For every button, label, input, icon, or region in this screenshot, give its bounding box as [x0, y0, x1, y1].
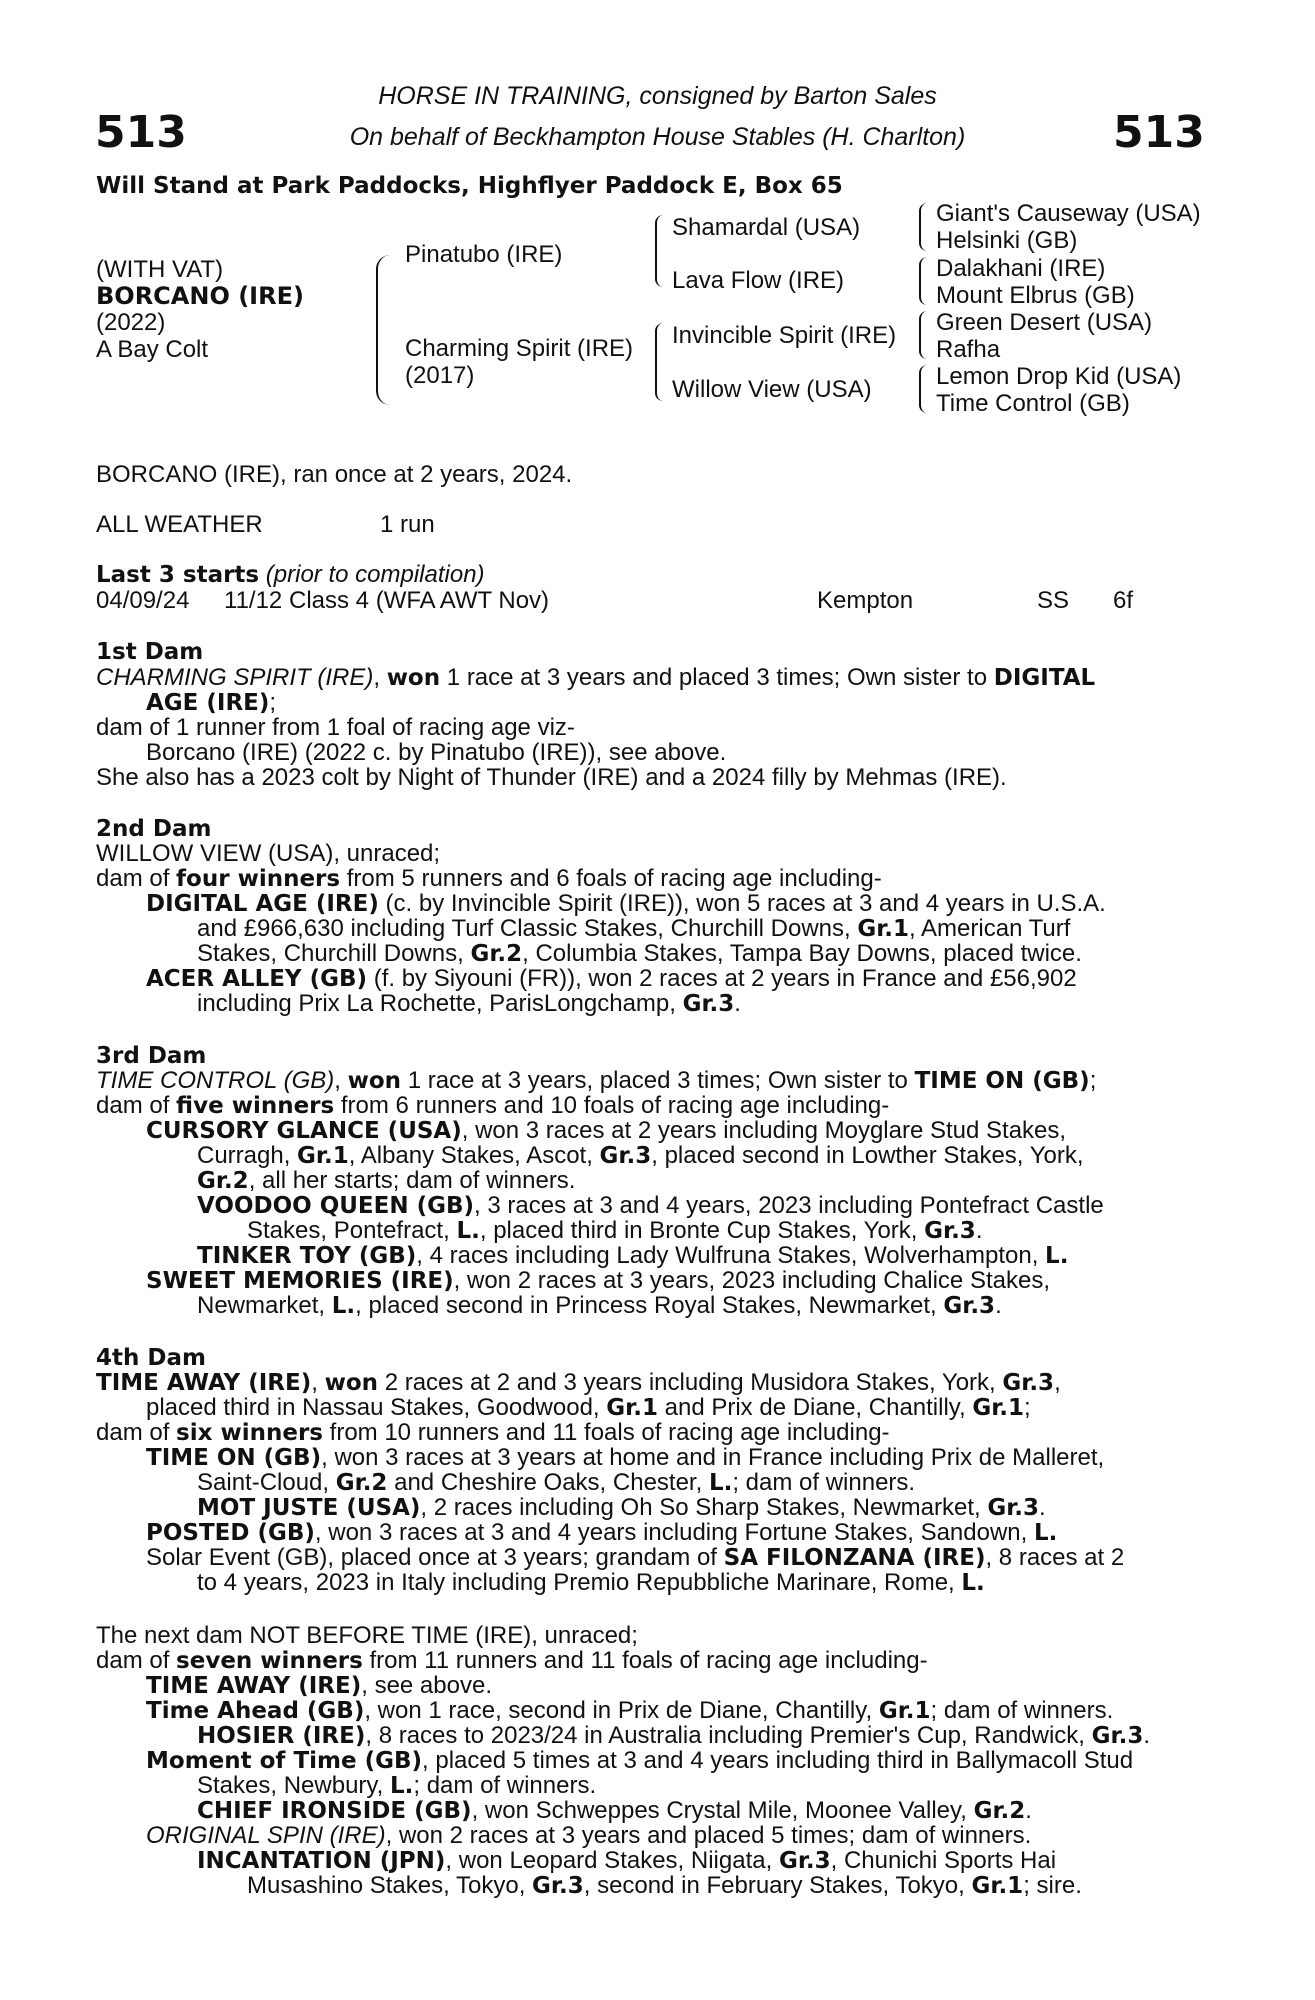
dam2-line3: DIGITAL AGE (IRE) (c. by Invincible Spirit (IRE)), won 5 races at 3 and 4 years in U.S.A. — [146, 890, 1106, 917]
dam4-line7: POSTED (GB), won 3 races at 3 and 4 years including Fortune Stakes, Sandown, L. — [146, 1519, 1058, 1546]
pedigree-dam: Charming Spirit (IRE) — [405, 335, 634, 362]
next-dam-line5: HOSIER (IRE), 8 races to 2023/24 in Australia including Premier's Cup, Randwick, Gr.3. — [197, 1722, 1151, 1749]
dam4-line4: TIME ON (GB), won 3 races at 3 years at home and in France including Prix de Malleret, — [146, 1444, 1105, 1471]
pedigree-g4: Mount Elbrus (GB) — [936, 282, 1135, 309]
next-dam-line9: ORIGINAL SPIN (IRE), won 2 races at 3 years and placed 5 times; dam of winners. — [146, 1822, 1032, 1849]
dam3-line1: TIME CONTROL (GB), won 1 race at 3 years, placed 3 times; Own sister to TIME ON (GB); — [96, 1067, 1097, 1094]
dam2-line5: Stakes, Churchill Downs, Gr.2, Columbia Stakes, Tampa Bay Downs, placed twice. — [197, 940, 1082, 967]
dam2-heading: 2nd Dam — [96, 816, 212, 842]
start-date: 04/09/24 — [96, 587, 190, 614]
dam3-heading: 3rd Dam — [96, 1043, 207, 1069]
dam4-line9: to 4 years, 2023 in Italy including Premio Repubbliche Marinare, Rome, L. — [197, 1569, 985, 1596]
pedigree-g3: Dalakhani (IRE) — [936, 255, 1106, 282]
dam4-line6: MOT JUSTE (USA), 2 races including Oh So Sharp Stakes, Newmarket, Gr.3. — [197, 1494, 1046, 1521]
start-course: Kempton — [817, 587, 914, 614]
pedigree-g7: Lemon Drop Kid (USA) — [936, 363, 1182, 390]
start-race: Class 4 (WFA AWT Nov) — [289, 587, 550, 614]
pedigree-brace-g12 — [919, 203, 929, 251]
dam1-line4: Borcano (IRE) (2022 c. by Pinatubo (IRE)), see above. — [146, 739, 727, 766]
dam4-line1: TIME AWAY (IRE), won 2 races at 2 and 3 years including Musidora Stakes, York, Gr.3, — [96, 1369, 1061, 1396]
pedigree-g8: Time Control (GB) — [936, 390, 1130, 417]
horse-name: BORCANO (IRE) — [96, 282, 304, 310]
start-distance: 6f — [1113, 587, 1134, 614]
horse-description: A Bay Colt — [96, 336, 209, 363]
pedigree-dam-dam: Willow View (USA) — [672, 376, 872, 403]
pedigree-dam-sire: Invincible Spirit (IRE) — [672, 322, 897, 349]
start-position: 11/12 — [224, 587, 283, 614]
lot-number-left: 513 — [95, 107, 187, 158]
dam4-line3: dam of six winners from 10 runners and 11 foals of racing age including- — [96, 1419, 890, 1446]
dam2-line1: WILLOW VIEW (USA), unraced; — [96, 840, 441, 867]
pedigree-g2: Helsinki (GB) — [936, 227, 1078, 254]
pedigree-brace-g34 — [919, 257, 929, 305]
dam1-line2: AGE (IRE); — [146, 689, 277, 716]
pedigree-dam-year: (2017) — [405, 362, 475, 389]
horse-year: (2022) — [96, 309, 166, 336]
dam3-line5: Gr.2, all her starts; dam of winners. — [197, 1167, 576, 1194]
pedigree-brace-dam — [655, 323, 665, 401]
vat-label: (WITH VAT) — [96, 256, 224, 283]
all-weather-value: 1 run — [380, 511, 435, 538]
pedigree-g1: Giant's Causeway (USA) — [936, 200, 1201, 227]
next-dam-line8: CHIEF IRONSIDE (GB), won Schweppes Crystal Mile, Moonee Valley, Gr.2. — [197, 1797, 1032, 1824]
pedigree-brace-main — [376, 255, 392, 405]
dam2-line7: including Prix La Rochette, ParisLongchamp, Gr.3. — [197, 990, 741, 1017]
pedigree-brace-g56 — [919, 311, 929, 359]
dam3-line6: VOODOO QUEEN (GB), 3 races at 3 and 4 years, 2023 including Pontefract Castle — [197, 1192, 1104, 1219]
pedigree-brace-g78 — [919, 365, 929, 413]
dam2-line4: and £966,630 including Turf Classic Stakes, Churchill Downs, Gr.1, American Turf — [197, 915, 1071, 942]
next-dam-line7: Stakes, Newbury, L.; dam of winners. — [197, 1772, 597, 1799]
all-weather-label: ALL WEATHER — [96, 511, 263, 538]
dam4-line5: Saint-Cloud, Gr.2 and Cheshire Oaks, Chester, L.; dam of winners. — [197, 1469, 916, 1496]
pedigree-g6: Rafha — [936, 336, 1001, 363]
dam4-line2: placed third in Nassau Stakes, Goodwood, Gr.1 and Prix de Diane, Chantilly, Gr.1; — [146, 1394, 1031, 1421]
dam1-heading: 1st Dam — [96, 639, 204, 665]
next-dam-line10: INCANTATION (JPN), won Leopard Stakes, Niigata, Gr.3, Chunichi Sports Hai — [197, 1847, 1057, 1874]
dam3-line8: TINKER TOY (GB), 4 races including Lady Wulfruna Stakes, Wolverhampton, L. — [197, 1242, 1069, 1269]
dam3-line4: Curragh, Gr.1, Albany Stakes, Ascot, Gr.3, placed second in Lowther Stakes, York, — [197, 1142, 1084, 1169]
next-dam-line3: TIME AWAY (IRE), see above. — [146, 1672, 492, 1699]
dam1-line1: CHARMING SPIRIT (IRE), won 1 race at 3 years and placed 3 times; Own sister to DIGITAL — [96, 664, 1096, 691]
dam2-line2: dam of four winners from 5 runners and 6 foals of racing age including- — [96, 865, 882, 892]
location-line: Will Stand at Park Paddocks, Highflyer Paddock E, Box 65 — [96, 173, 843, 199]
dam1-line3: dam of 1 runner from 1 foal of racing age viz- — [96, 714, 575, 741]
pedigree-g5: Green Desert (USA) — [936, 309, 1153, 336]
dam3-line2: dam of five winners from 6 runners and 10 foals of racing age including- — [96, 1092, 890, 1119]
start-going: SS — [1037, 587, 1070, 614]
dam3-line7: Stakes, Pontefract, L., placed third in Bronte Cup Stakes, York, Gr.3. — [247, 1217, 983, 1244]
dam1-line5: She also has a 2023 colt by Night of Thunder (IRE) and a 2024 filly by Mehmas (IRE). — [96, 764, 1007, 791]
on-behalf-line: On behalf of Beckhampton House Stables (H. Charlton) — [349, 123, 966, 151]
consignment-line: HORSE IN TRAINING, consigned by Barton Sales — [378, 82, 937, 110]
next-dam-line2: dam of seven winners from 11 runners and 11 foals of racing age including- — [96, 1647, 928, 1674]
dam2-line6: ACER ALLEY (GB) (f. by Siyouni (FR)), won 2 races at 2 years in France and £56,902 — [146, 965, 1077, 992]
dam4-heading: 4th Dam — [96, 1345, 206, 1371]
pedigree-sire: Pinatubo (IRE) — [405, 241, 563, 268]
pedigree-sire-dam: Lava Flow (IRE) — [672, 267, 845, 294]
pedigree-sire-sire: Shamardal (USA) — [672, 214, 861, 241]
next-dam-line1: The next dam NOT BEFORE TIME (IRE), unraced; — [96, 1622, 638, 1649]
dam3-line9: SWEET MEMORIES (IRE), won 2 races at 3 years, 2023 including Chalice Stakes, — [146, 1267, 1050, 1294]
next-dam-line11: Musashino Stakes, Tokyo, Gr.3, second in February Stakes, Tokyo, Gr.1; sire. — [247, 1872, 1082, 1899]
dam4-line8: Solar Event (GB), placed once at 3 years; grandam of SA FILONZANA (IRE), 8 races at 2 — [146, 1544, 1125, 1571]
dam3-line10: Newmarket, L., placed second in Princess Royal Stakes, Newmarket, Gr.3. — [197, 1292, 1002, 1319]
last-starts-heading: Last 3 starts (prior to compilation) — [96, 561, 485, 588]
race-summary: BORCANO (IRE), ran once at 2 years, 2024. — [96, 461, 573, 488]
lot-number-right: 513 — [1113, 107, 1205, 158]
pedigree-brace-sire — [655, 215, 665, 287]
dam3-line3: CURSORY GLANCE (USA), won 3 races at 2 years including Moyglare Stud Stakes, — [146, 1117, 1067, 1144]
next-dam-line4: Time Ahead (GB), won 1 race, second in Prix de Diane, Chantilly, Gr.1; dam of winners. — [146, 1697, 1114, 1724]
next-dam-line6: Moment of Time (GB), placed 5 times at 3 and 4 years including third in Ballymacoll Stud — [146, 1747, 1134, 1774]
